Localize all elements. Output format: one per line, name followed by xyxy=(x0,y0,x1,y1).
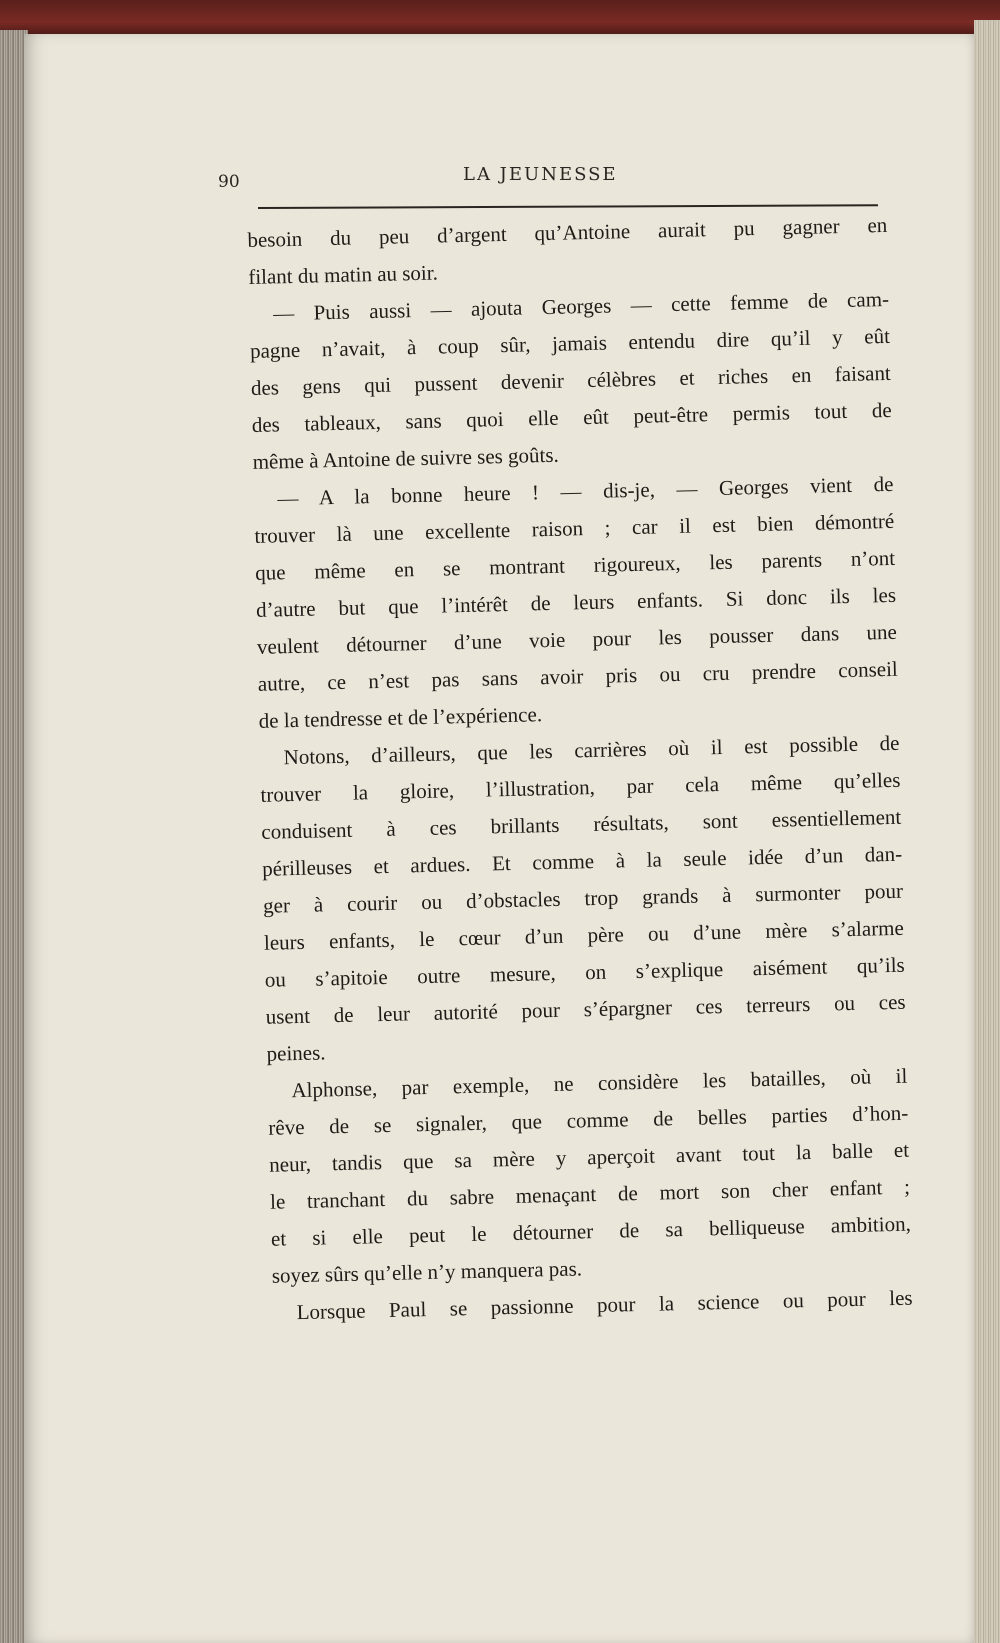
text-line: — A la bonne heure ! — dis-je, — Georges vient de xyxy=(277,471,894,511)
running-head: LA JEUNESSE xyxy=(463,164,618,185)
text-line: conduisent à ces brillants résultats, sont essentiellement xyxy=(261,804,902,844)
page-number: 90 xyxy=(218,172,240,192)
text-line: veulent détourner d’une voie pour les pousser dans une xyxy=(256,619,898,659)
text-line: Alphonse, par exemple, ne considère les batailles, où il xyxy=(291,1063,908,1103)
text-line: même à Antoine de suivre ses goûts. xyxy=(252,442,560,474)
text-line: d’autre but que l’intérêt de leurs enfants. Si donc ils les xyxy=(255,582,897,622)
text-line: usent de leur autorité pour s’épargner ces terreurs ou ces xyxy=(265,989,906,1029)
text-line: trouver là une excellente raison ; car il est bien démontré xyxy=(254,508,895,548)
text-line: et si elle peut le détourner de sa belliqueuse ambition, xyxy=(270,1211,912,1251)
text-line: — Puis aussi — ajouta Georges — cette femme de cam- xyxy=(272,286,890,326)
text-line: soyez sûrs qu’elle n’y manquera pas. xyxy=(271,1256,583,1288)
page-edges xyxy=(974,20,1000,1643)
text-line: leurs enfants, le cœur d’un père ou d’une mère s’alarme xyxy=(263,915,905,955)
text-line: des gens qui pussent devenir célèbres et riches en faisant xyxy=(250,360,892,400)
page-header xyxy=(218,160,878,200)
body-text xyxy=(247,207,913,1332)
text-line: pagne n’avait, à coup sûr, jamais entendu dire qu’il y eût xyxy=(249,323,891,363)
text-line: autre, ce n’est pas sans avoir pris ou cru prendre conseil xyxy=(257,656,898,696)
text-line: peines. xyxy=(266,1040,326,1066)
text-line: ger à courir ou d’obstacles trop grands à surmonter pour xyxy=(262,878,904,918)
text-line: besoin du peu d’argent qu’Antoine aurait pu gagner en xyxy=(247,212,888,252)
text-line: filant du matin au soir. xyxy=(248,260,439,289)
text-line: ou s’apitoie outre mesure, on s’explique aisément qu’ils xyxy=(264,952,905,992)
text-line: rêve de se signaler, que comme de belles parties d’hon- xyxy=(268,1100,909,1140)
text-line: que même en se montrant rigoureux, les parents n’ont xyxy=(254,545,896,585)
text-line: neur, tandis que sa mère y aperçoit avant tout la balle et xyxy=(268,1137,910,1177)
text-line: des tableaux, sans quoi elle eût peut-être permis tout de xyxy=(251,397,892,437)
text-line: Lorsque Paul se passionne pour la science ou pour les xyxy=(296,1285,913,1325)
text-line: trouver la gloire, l’illustration, par cela même qu’elles xyxy=(260,767,901,807)
text-line: périlleuses et ardues. Et comme à la seule idée d’un dan- xyxy=(261,841,903,881)
text-line: Notons, d’ailleurs, que les carrières où il est possible de xyxy=(283,730,900,770)
text-line: le tranchant du sabre menaçant de mort son cher enfant ; xyxy=(269,1174,911,1214)
text-line: de la tendresse et de l’expérience. xyxy=(258,702,543,733)
